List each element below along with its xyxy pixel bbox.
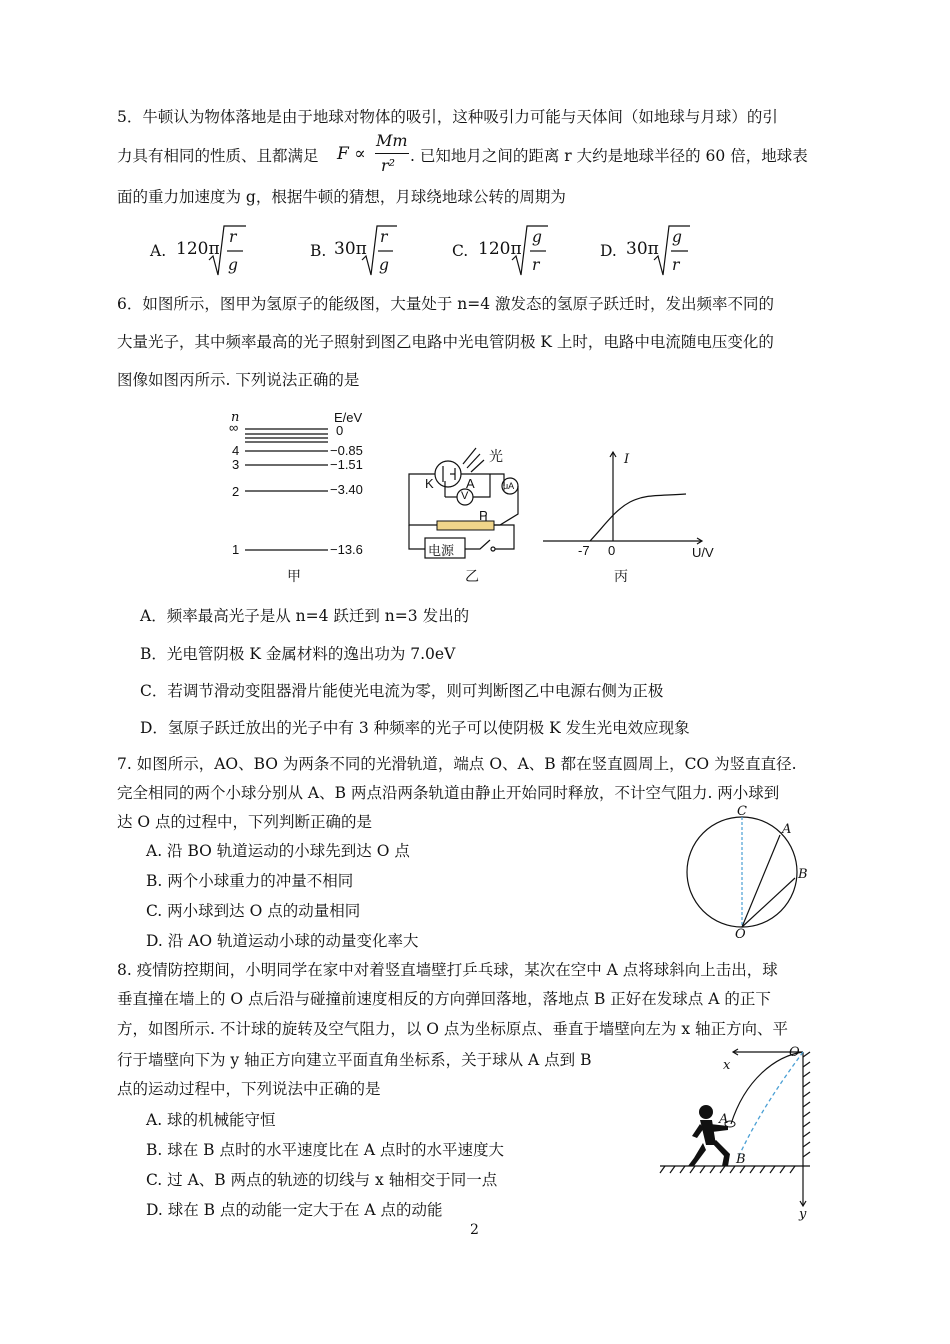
jia-caption: 甲: [287, 568, 301, 584]
circle-A-label: A: [782, 822, 792, 837]
page-number: 2: [470, 1222, 479, 1238]
q8-line2: 垂直撞在墙上的 O 点后沿与碰撞前速度相反的方向弹回落地，落地点 B 正好在发球点 A 的正下: [117, 990, 771, 1008]
jia-level-inf-e: 0: [336, 423, 344, 438]
q5-formula-den: r²: [381, 156, 396, 175]
q5-line1: 5．牛顿认为物体落地是由于地球对物体的吸引，这种吸引力可能与天体间（如地球与月球）的引: [117, 108, 778, 126]
q6-option-b[interactable]: B．光电管阴极 K 金属材料的逸出功为 7.0eV: [140, 645, 456, 663]
q7-line2: 完全相同的两个小球分别从 A、B 两点沿两条轨道由静止开始同时释放，不计空气阻力. 两小球到: [117, 784, 780, 802]
q8-line3: 方，如图所示. 不计球的旋转及空气阻力，以 O 点为坐标原点、垂直于墙壁向左为 x 轴正方向、平: [117, 1020, 789, 1038]
q8-option-b[interactable]: B. 球在 B 点时的水平速度比在 A 点时的水平速度大: [146, 1141, 505, 1159]
q5-option-d-label: D.: [600, 242, 617, 260]
q5-option-a-den: g: [228, 256, 238, 274]
wall-A-label: A: [719, 1112, 729, 1127]
jia-level-3-n: 3: [232, 457, 240, 472]
q5-line2b: . 已知地月之间的距离 r 大约是地球半径的 60 倍，地球表: [410, 147, 808, 165]
wall-B-label: B: [736, 1152, 746, 1167]
yi-caption: 乙: [465, 568, 479, 584]
circle-O-label: O: [735, 927, 746, 942]
wall-O-label: O: [789, 1045, 800, 1060]
wall-x-label: x: [723, 1058, 731, 1073]
q6-line2: 大量光子，其中频率最高的光子照射到图乙电路中光电管阴极 K 上时，电路中电流随电压变化的: [117, 333, 774, 351]
wall-y-label: y: [799, 1207, 807, 1222]
q5-option-c-num: g: [532, 228, 542, 246]
q5-option-c-coef: 120π: [478, 239, 522, 259]
q5-option-b-den: g: [379, 256, 389, 274]
q5-option-d-coef: 30π: [626, 239, 659, 259]
bing-caption: 丙: [614, 568, 628, 584]
q6-option-d[interactable]: D．氢原子跃迁放出的光子中有 3 种频率的光子可以使阴极 K 发生光电效应现象: [140, 719, 690, 737]
iu-U-label: U/V: [692, 545, 714, 560]
q5-option-a-label: A.: [150, 242, 167, 260]
q6-line1: 6．如图所示，图甲为氢原子的能级图，大量处于 n=4 激发态的氢原子跃迁时，发出频率不同的: [117, 295, 775, 313]
q8-option-a[interactable]: A. 球的机械能守恒: [146, 1111, 276, 1129]
circuit-light-label: 光: [489, 448, 503, 464]
q5-line2: 力具有相同的性质、且都满足: [117, 147, 319, 165]
q5-option-d-num: g: [672, 228, 682, 246]
q7-option-d[interactable]: D. 沿 AO 轨道运动小球的动量变化率大: [146, 932, 419, 950]
jia-level-1-e: −13.6: [330, 542, 363, 557]
q6-option-a[interactable]: A．频率最高光子是从 n=4 跃迁到 n=3 发出的: [140, 607, 470, 625]
q5-option-a-coef: 120π: [176, 239, 220, 259]
q6-line3: 图像如图丙所示. 下列说法正确的是: [117, 371, 360, 389]
q5-option-b-label: B.: [310, 242, 327, 260]
circle-B-label: B: [798, 867, 808, 882]
q8-line4: 行于墙壁向下为 y 轴正方向建立平面直角坐标系，关于球从 A 点到 B: [117, 1051, 592, 1069]
q5-formula-num: Mm: [376, 131, 408, 150]
jia-level-2-n: 2: [232, 484, 240, 499]
q5-option-a-num: r: [229, 228, 237, 246]
q8-line5: 点的运动过程中，下列说法中正确的是: [117, 1080, 381, 1098]
jia-level-1-n: 1: [232, 542, 240, 557]
jia-e-label: E/eV: [334, 410, 363, 425]
q5-option-b-num: r: [380, 228, 388, 246]
circuit-A-label: A: [466, 476, 475, 491]
circuit-uA-label: μA: [503, 481, 515, 491]
q7-option-c[interactable]: C. 两小球到达 O 点的动量相同: [146, 902, 361, 920]
jia-level-2-e: −3.40: [330, 482, 363, 497]
iu-zero-label: 0: [608, 543, 616, 558]
q7-option-a[interactable]: A. 沿 BO 轨道运动的小球先到达 O 点: [146, 842, 410, 860]
q5-line3: 面的重力加速度为 g，根据牛顿的猜想，月球绕地球公转的周期为: [117, 188, 566, 206]
iu-minus7-label: -7: [578, 543, 590, 558]
q8-option-d[interactable]: D. 球在 B 点的动能一定大于在 A 点的动能: [146, 1201, 443, 1219]
jia-level-4-n: 4: [232, 443, 240, 458]
jia-n-label: n: [231, 410, 240, 425]
circuit-V-label: V: [461, 490, 469, 502]
iu-I-label: I: [624, 452, 630, 467]
jia-level-inf-n: ∞: [229, 420, 239, 435]
q7-line1: 7. 如图所示，AO、BO 为两条不同的光滑轨道，端点 O、A、B 都在竖直圆周上，CO 为竖直直径.: [117, 755, 797, 773]
q5-option-b-coef: 30π: [334, 239, 367, 259]
q6-option-c[interactable]: C．若调节滑动变阻器滑片能使光电流为零，则可判断图乙中电源右侧为正极: [140, 682, 664, 700]
q8-line1: 8. 疫情防控期间，小明同学在家中对着竖直墙壁打乒乓球，某次在空中 A 点将球斜向上击出，球: [117, 961, 778, 979]
jia-level-4-e: −0.85: [330, 443, 363, 458]
circuit-K-label: K: [425, 476, 434, 491]
q7-option-b[interactable]: B. 两个小球重力的冲量不相同: [146, 872, 354, 890]
q7-line3: 达 O 点的过程中，下列判断正确的是: [117, 813, 373, 831]
q8-option-c[interactable]: C. 过 A、B 两点的轨迹的切线与 x 轴相交于同一点: [146, 1171, 498, 1189]
q5-option-d-den: r: [672, 256, 680, 274]
q5-formula-F: F ∝: [337, 144, 366, 164]
circuit-source-label: 电源: [428, 543, 455, 558]
q5-option-c-label: C.: [452, 242, 469, 260]
circle-C-label: C: [737, 804, 747, 819]
circuit-P-label: P: [479, 508, 488, 523]
q5-option-c-den: r: [532, 256, 540, 274]
jia-level-3-e: −1.51: [330, 457, 363, 472]
